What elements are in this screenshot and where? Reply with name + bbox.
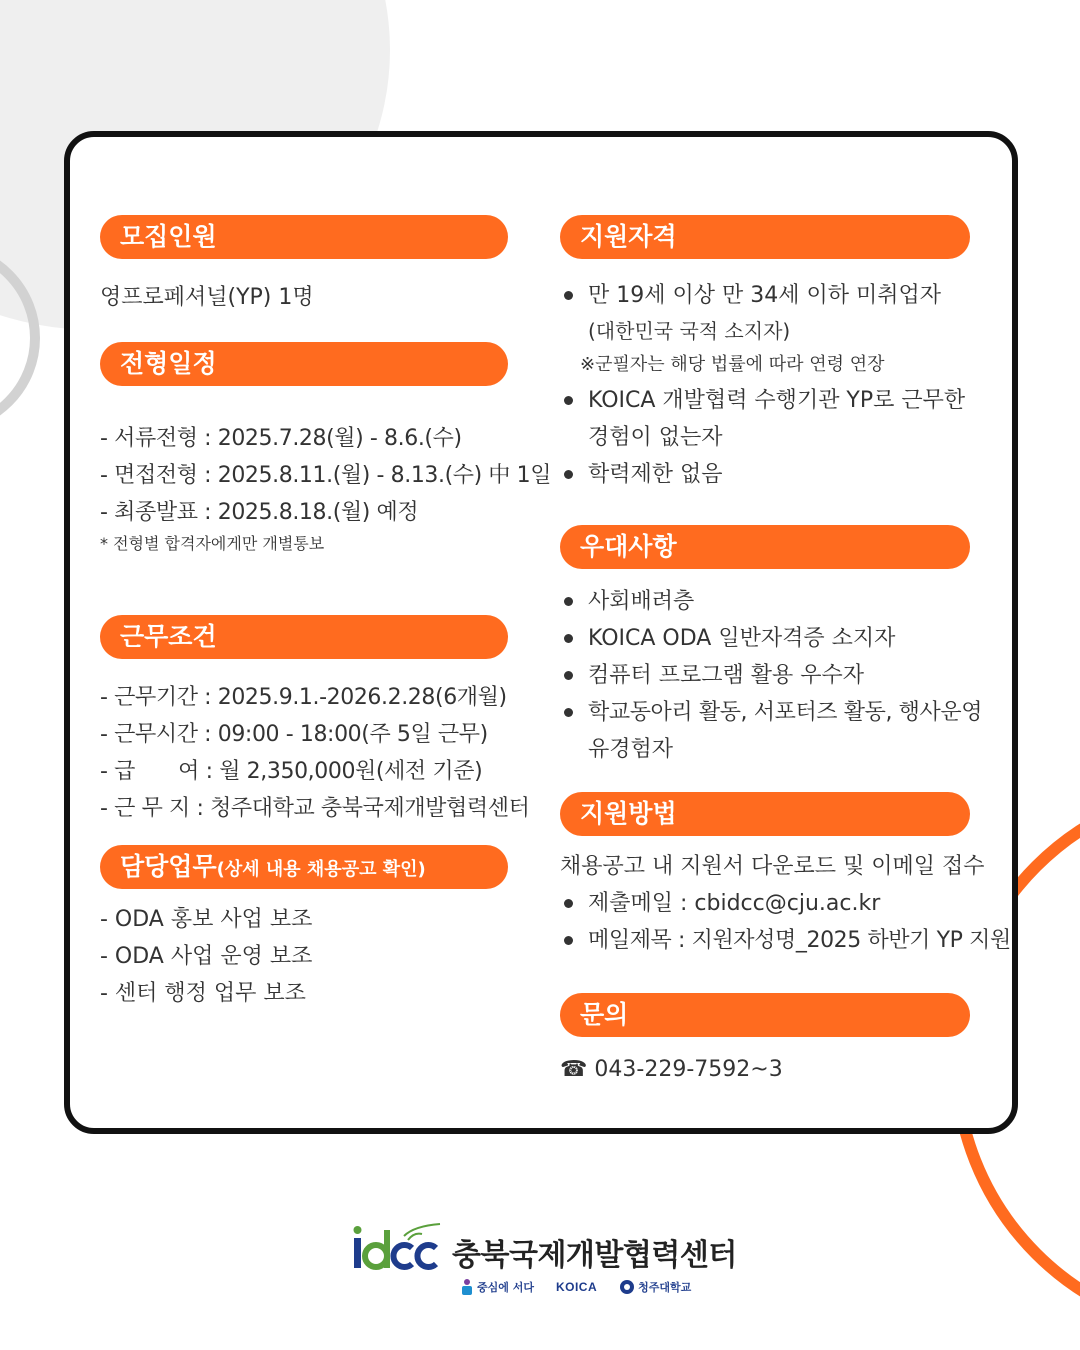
partner-logos — [460, 1278, 691, 1296]
qualification-item-note: ※군필자는 해당 법률에 따라 연령 연장 — [580, 354, 885, 375]
preference-list — [560, 583, 1010, 768]
qualification-item-text: KOICA 개발협력 수행기관 YP로 근무한 — [588, 388, 966, 413]
preference-item: 컴퓨터 프로그램 활용 우수자 — [560, 657, 1010, 694]
idcc-logo — [352, 1220, 444, 1280]
method-subject: 메일제목 : 지원자성명_2025 하반기 YP 지원 — [560, 922, 1010, 959]
cju-emblem-icon — [619, 1279, 635, 1295]
duty-item: - ODA 사업 운영 보조 — [100, 944, 313, 969]
section-title-qualifications: 지원자격 — [560, 215, 970, 259]
preference-item — [560, 694, 1010, 768]
duties-title-sub: (상세 내용 채용공고 확인) — [216, 859, 426, 880]
schedule-item: - 면접전형 : 2025.8.11.(월) - 8.13.(수) 中 1일 — [100, 463, 552, 488]
qualification-item-text-cont: 경험이 없는자 — [588, 425, 723, 450]
duty-item: - 센터 행정 업무 보조 — [100, 981, 306, 1006]
qualification-item-sub: (대한민국 국적 소지자) — [588, 319, 791, 343]
condition-item: - 급 여 : 월 2,350,000원(세전 기준) — [100, 759, 483, 784]
section-duties — [100, 845, 550, 1012]
section-title-duties — [100, 845, 508, 889]
preference-item-text: 학교동아리 활동, 서포터즈 활동, 행사운영 — [588, 700, 983, 725]
partner-logo-cju — [619, 1279, 691, 1295]
section-conditions — [100, 615, 550, 827]
schedule-item: - 서류전형 : 2025.7.28(월) - 8.6.(수) — [100, 426, 462, 451]
partner-logo-koica — [556, 1280, 597, 1294]
section-title-conditions: 근무조건 — [100, 615, 508, 659]
phone-icon: ☎ — [560, 1057, 588, 1082]
section-title-preferences: 우대사항 — [560, 525, 970, 569]
qualification-item — [560, 382, 1010, 456]
info-card — [64, 131, 1018, 1134]
partner3-label: 청주대학교 — [638, 1281, 692, 1294]
org-name: 충북국제개발협력센터 — [452, 1238, 737, 1273]
preference-item: 사회배려층 — [560, 583, 1010, 620]
right-column — [560, 215, 1010, 1088]
method-email: 제출메일 : cbidcc@cju.ac.kr — [560, 885, 1010, 922]
section-recruitment — [100, 215, 550, 316]
section-preferences — [560, 525, 1010, 768]
section-contact — [560, 993, 1010, 1088]
partner1-label: 중심에 서다 — [477, 1281, 534, 1294]
section-qualifications — [560, 215, 1010, 493]
partner-logo-chungbuk — [460, 1278, 534, 1296]
section-schedule — [100, 342, 550, 557]
qualification-item-text: 만 19세 이상 만 34세 이하 미취업자 — [588, 283, 941, 308]
recruitment-content: 영프로페셔널(YP) 1명 — [100, 285, 314, 310]
contact-line — [560, 1051, 1010, 1088]
preference-item-text-cont: 유경험자 — [588, 737, 674, 762]
section-title-method: 지원방법 — [560, 792, 970, 836]
qualification-list — [560, 277, 1010, 493]
section-title-schedule: 전형일정 — [100, 342, 508, 386]
qualification-item: 학력제한 없음 — [560, 456, 1010, 493]
partner2-label: KOICA — [555, 1280, 598, 1294]
method-intro: 채용공고 내 지원서 다운로드 및 이메일 접수 — [560, 854, 985, 879]
condition-item: - 근무기간 : 2025.9.1.-2026.2.28(6개월) — [100, 685, 507, 710]
schedule-note: * 전형별 합격자에게만 개별통보 — [100, 534, 325, 553]
schedule-item: - 최종발표 : 2025.8.18.(월) 예정 — [100, 500, 419, 525]
section-method — [560, 792, 1010, 959]
chungbuk-emblem-icon — [460, 1278, 474, 1296]
condition-item: - 근무시간 : 09:00 - 18:00(주 5일 근무) — [100, 722, 488, 747]
footer — [352, 1218, 737, 1308]
section-title-recruitment: 모집인원 — [100, 215, 508, 259]
qualification-item — [560, 277, 1010, 382]
contact-phone: 043-229-7592~3 — [594, 1057, 783, 1082]
preference-item: KOICA ODA 일반자격증 소지자 — [560, 620, 1010, 657]
duty-item: - ODA 홍보 사업 보조 — [100, 907, 313, 932]
section-title-contact: 문의 — [560, 993, 970, 1037]
left-column — [100, 215, 550, 1012]
condition-item: - 근 무 지 : 청주대학교 충북국제개발협력센터 — [100, 796, 530, 821]
duties-title: 담당업무 — [120, 852, 217, 881]
method-list — [560, 885, 1010, 959]
